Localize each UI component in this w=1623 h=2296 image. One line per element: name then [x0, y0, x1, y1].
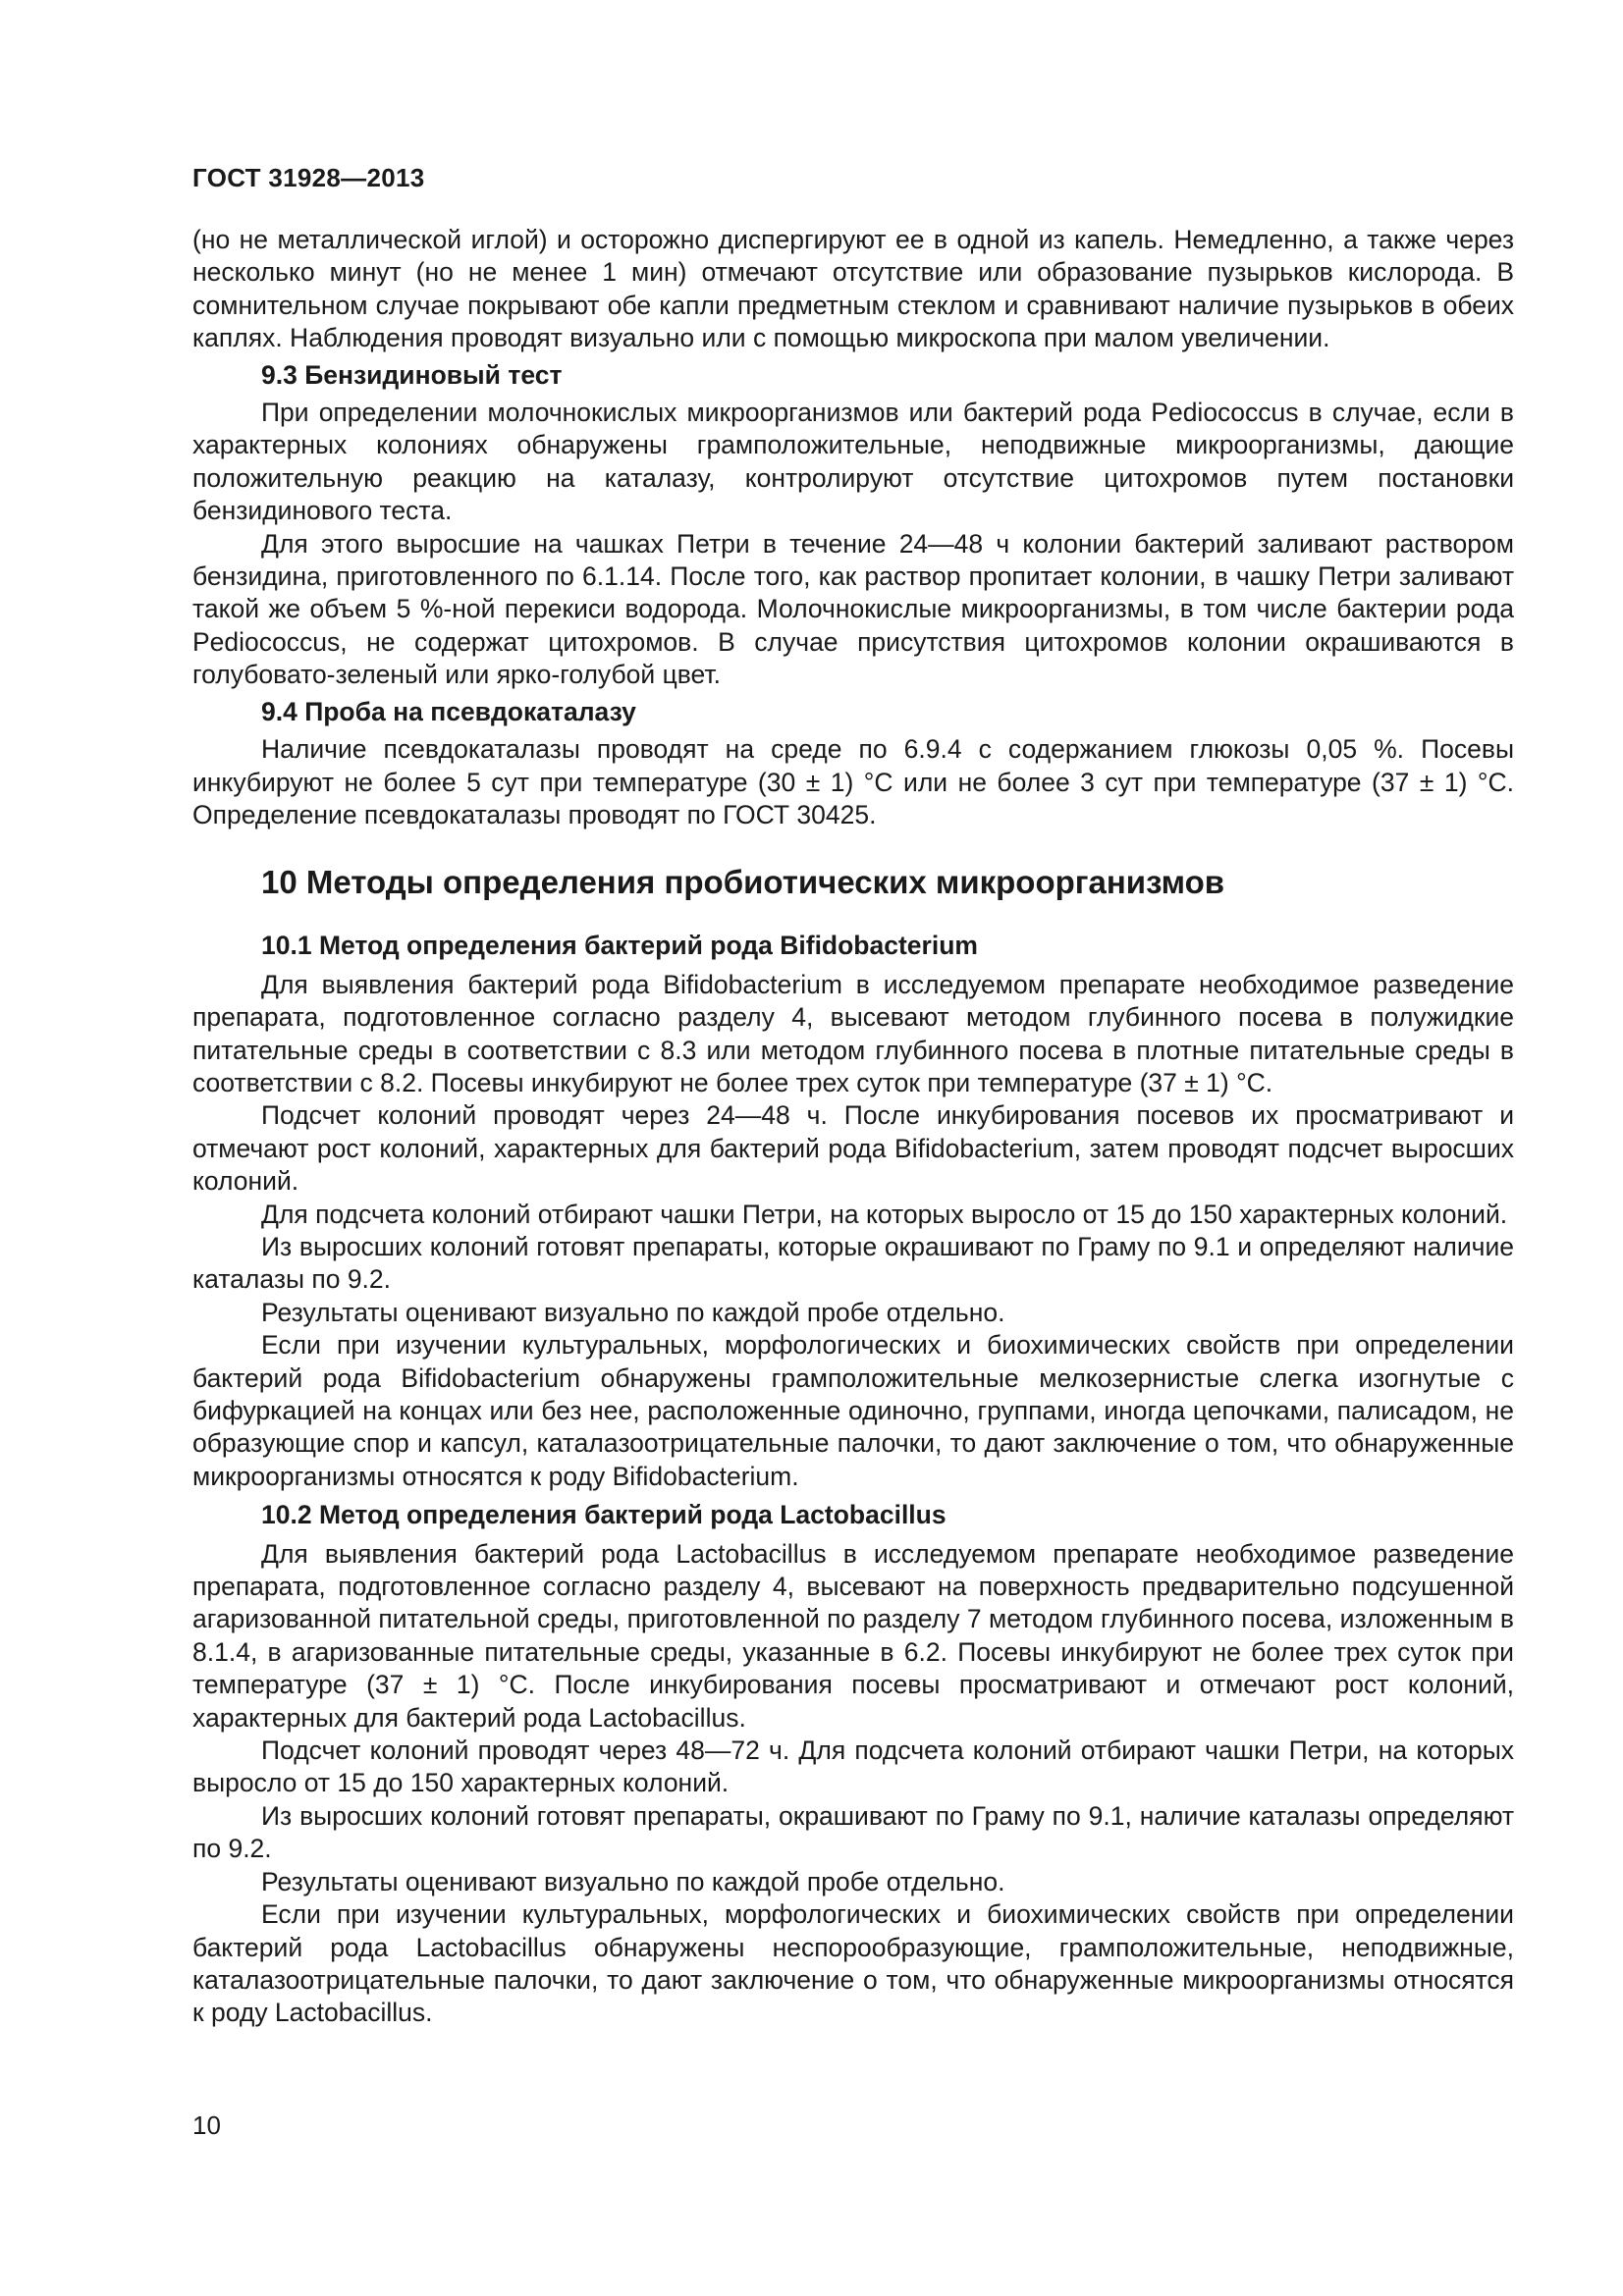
- paragraph: Для этого выросшие на чашках Петри в течение 24—48 ч колонии бактерий заливают раствором бензидина, приготовленного по 6.1.14. После того, как раствор пропитает колонии, в чашку Петри заливают такой же объем 5 %-ной перекиси водорода. Молочнокислые микроорганизмы, в том числе бактерии рода Pediococcus, не содержат цитохромов. В случае присутствия цитохромов колонии окрашиваются в голубовато-зеленый или ярко-голубой цвет.: [192, 528, 1514, 690]
- paragraph: Для выявления бактерий рода Lactobacillus в исследуемом препарате необходимое разведение препарата, подготовленное согласно разделу 4, высевают на поверхность предварительно подсушенной агаризованной питательной среды, приготовленной по разделу 7 методом глубинного посева, изложенным в 8.1.4, в агаризованные питательные среды, указанные в 6.2. Посевы инкубируют не более трех суток при температуре (37 ± 1) °С. После инкубирования посевы просматривают и отмечают рост колоний, характерных для бактерий рода Lactobacillus.: [192, 1538, 1514, 1733]
- document-code-header: ГОСТ 31928—2013: [192, 163, 425, 192]
- paragraph: Подсчет колоний проводят через 24—48 ч. После инкубирования посевов их просматривают и отмечают рост колоний, характерных для бактерий рода Bifidobacterium, затем проводят подсчет выросших колоний.: [192, 1100, 1514, 1197]
- page-number: 10: [192, 2110, 221, 2140]
- paragraph: Для подсчета колоний отбирают чашки Петри, на которых выросло от 15 до 150 характерных колоний.: [261, 1199, 1508, 1229]
- subsection-heading: 9.4 Проба на псевдокаталазу: [261, 696, 636, 726]
- paragraph: Наличие псевдокаталазы проводят на среде по 6.9.4 с содержанием глюкозы 0,05 %. Посевы инкубируют не более 5 сут при температуре (30 ± 1) °С или не более 3 сут при температуре (37 ± 1) °С. Определение псевдокаталазы проводят по ГОСТ 30425.: [192, 734, 1514, 829]
- paragraph: Для выявления бактерий рода Bifidobacterium в исследуемом препарате необходимое разведение препарата, подготовленное согласно разделу 4, высевают методом глубинного посева в полужидкие питательные среды в соответствии с 8.3 или методом глубинного посева в плотные питательные среды в соответствии с 8.2. Посевы инкубируют не более трех суток при температуре (37 ± 1) °С.: [192, 969, 1514, 1097]
- subsection-heading: 9.3 Бензидиновый тест: [261, 359, 563, 390]
- paragraph: (но не металлической иглой) и осторожно диспергируют ее в одной из капель. Немедленно, а также через несколько минут (но не менее 1 мин) отмечают отсутствие или образование пузырьков кислорода. В сомнительном случае покрывают обе капли предметным стеклом и сравнивают наличие пузырьков в обеих каплях. Наблюдения проводят визуально или с помощью микроскопа при малом увеличении.: [192, 225, 1514, 353]
- section-heading: 10 Методы определения пробиотических микроорганизмов: [261, 864, 1225, 901]
- paragraph: Результаты оценивают визуально по каждой пробе отдельно.: [261, 1866, 1005, 1896]
- paragraph: Если при изучении культуральных, морфологических и биохимических свойств при определении бактерий рода Bifidobacterium обнаружены грамположительные мелкозернистые слегка изогнутые с бифуркацией на концах или без нее, расположенные одиночно, группами, иногда цепочками, палисадом, не образующие спор и капсул, каталазоотрицательные палочки, то дают заключение о том, что обнаруженные микроорганизмы относятся к роду Bifidobacterium.: [192, 1330, 1514, 1491]
- paragraph: При определении молочнокислых микроорганизмов или бактерий рода Pediococcus в случае, если в характерных колониях обнаружены грамположительные, неподвижные микроорганизмы, дающие положительную реакцию на каталазу, контролируют отсутствие цитохромов путем постановки бензидинового теста.: [192, 398, 1514, 526]
- paragraph: Результаты оценивают визуально по каждой пробе отдельно.: [261, 1297, 1005, 1327]
- subsection-heading: 10.2 Метод определения бактерий рода Lactobacillus: [261, 1500, 947, 1530]
- paragraph: Подсчет колоний проводят через 48—72 ч. Для подсчета колоний отбирают чашки Петри, на которых выросло от 15 до 150 характерных колоний.: [192, 1735, 1514, 1798]
- paragraph: Из выросших колоний готовят препараты, окрашивают по Граму по 9.1, наличие каталазы определяют по 9.2.: [192, 1800, 1514, 1864]
- document-body: [192, 224, 1514, 2030]
- paragraph: Если при изучении культуральных, морфологических и биохимических свойств при определении бактерий рода Lactobacillus обнаружены неспорообразующие, грамположительные, неподвижные, каталазоотрицательные палочки, то дают заключение о том, что обнаруженные микроорганизмы относятся к роду Lactobacillus.: [192, 1899, 1514, 2028]
- subsection-heading: 10.1 Метод определения бактерий рода Bifidobacterium: [261, 931, 978, 961]
- paragraph: Из выросших колоний готовят препараты, которые окрашивают по Граму по 9.1 и определяют наличие каталазы по 9.2.: [192, 1231, 1514, 1295]
